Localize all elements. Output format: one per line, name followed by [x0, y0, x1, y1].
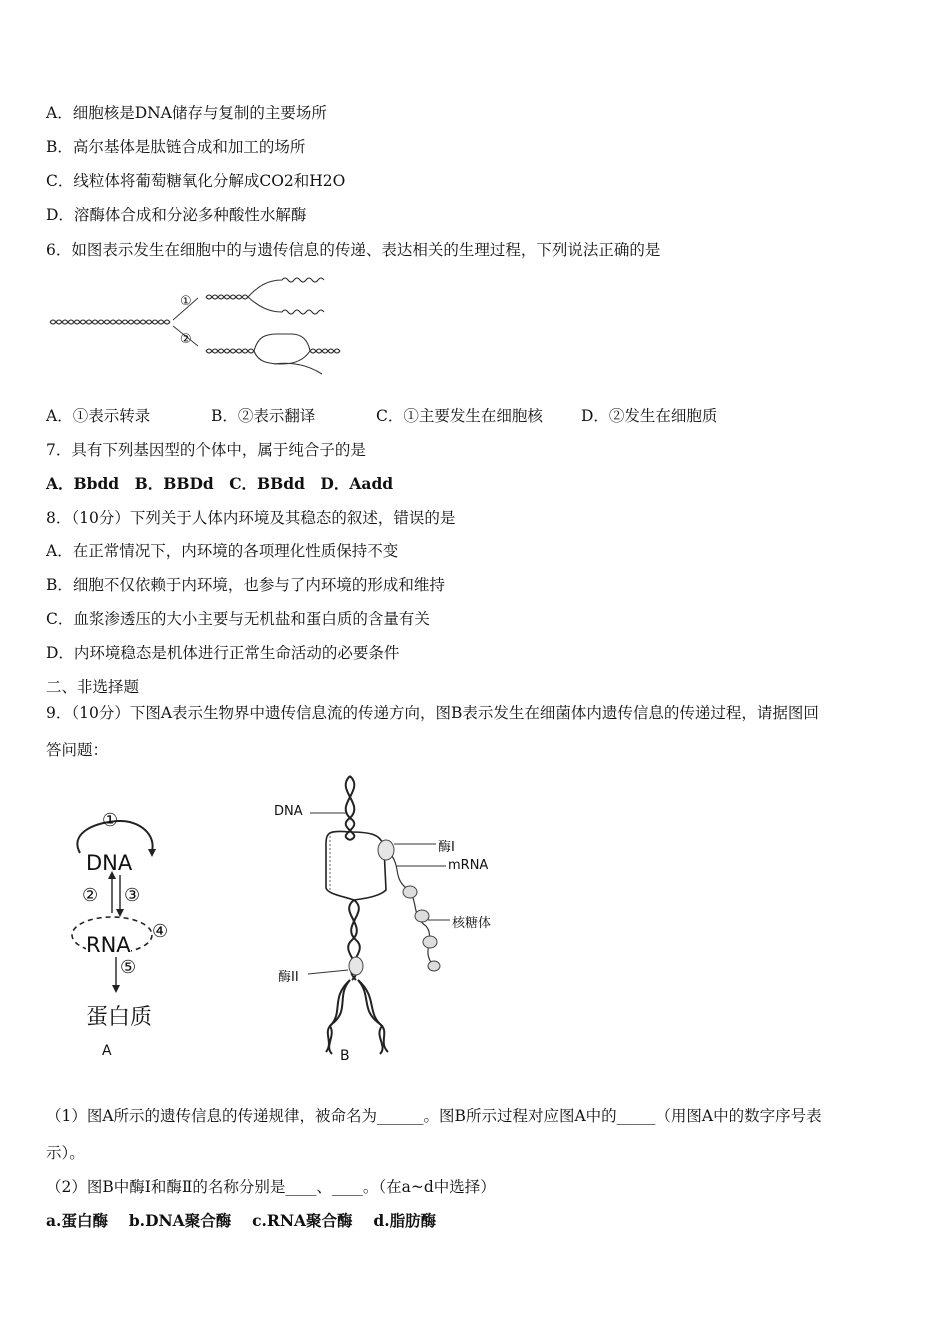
q6-option-a: A．①表示转录 [46, 407, 151, 425]
q9-choices: a.蛋白酶 b.DNA聚合酶 c.RNA聚合酶 d.脂肪酶 [46, 1211, 437, 1230]
q8-stem: 8．（10分）下列关于人体内环境及其稳态的叙述，错误的是 [46, 509, 456, 527]
q8-option-b: B．细胞不仅依赖于内环境，也参与了内环境的形成和维持 [46, 576, 445, 594]
fig-a-dna: DNA [86, 851, 133, 875]
fig-a-num4: ④ [152, 921, 169, 942]
q6-option-d: D．②发生在细胞质 [581, 407, 718, 425]
fig6-label-1: ① [180, 294, 192, 309]
q8-option-d: D．内环境稳态是机体进行正常生命活动的必要条件 [46, 644, 400, 662]
q8-option-a: A．在正常情况下，内环境的各项理化性质保持不变 [46, 542, 399, 560]
q6-option-c: C．①主要发生在细胞核 [376, 407, 543, 425]
q6-option-b: B．②表示翻译 [211, 407, 316, 425]
fig-b-ribosome-label: 核糖体 [452, 916, 492, 931]
q9-sub1-line1: （1）图A所示的遗传信息的传递规律，被命名为______。图B所示过程对应图A中的_____（用图A中的数字序号表 [46, 1107, 822, 1125]
fig-a-num5: ⑤ [120, 957, 137, 978]
q5-option-b: B．高尔基体是肽链合成和加工的场所 [46, 138, 306, 156]
q9-stem-line1: 9．（10分）下图A表示生物界中遗传信息流的传递方向，图B表示发生在细菌体内遗传信息的传递过程，请据图回 [46, 704, 819, 722]
q6-figure [46, 268, 346, 380]
fig-b-enzyme2-label: 酶II [278, 970, 299, 985]
fig-b-mrna-label: mRNA [448, 858, 489, 873]
q7-stem: 7．具有下列基因型的个体中，属于纯合子的是 [46, 441, 366, 459]
figure-b [270, 770, 510, 1070]
q8-option-c: C．血浆渗透压的大小主要与无机盐和蛋白质的含量有关 [46, 610, 430, 628]
fig-a-protein: 蛋白质 [86, 1005, 153, 1030]
q5-option-c: C．线粒体将葡萄糖氧化分解成CO2和H2O [46, 172, 346, 190]
fig-b-caption: B [340, 1048, 350, 1064]
fig-b-dna-label: DNA [274, 804, 303, 819]
q5-option-d: D．溶酶体合成和分泌多种酸性水解酶 [46, 206, 307, 224]
fig-a-num1: ① [102, 810, 119, 831]
q9-sub2: （2）图B中酶Ⅰ和酶Ⅱ的名称分别是____、____。（在a~d中选择） [46, 1178, 496, 1196]
section-heading: 二、非选择题 [46, 678, 140, 696]
figure-a [60, 805, 210, 1065]
fig-a-rna: RNA [86, 933, 131, 957]
fig-b-enzyme1-label: 酶I [438, 840, 455, 855]
fig-a-num2: ② [82, 885, 99, 906]
fig6-label-2: ② [180, 332, 192, 347]
q9-sub1-line2: 示）。 [46, 1144, 85, 1162]
q6-options [46, 406, 717, 426]
fig-a-num3: ③ [124, 885, 141, 906]
fig-a-caption: A [102, 1043, 112, 1059]
q6-stem: 6．如图表示发生在细胞中的与遗传信息的传递、表达相关的生理过程，下列说法正确的是 [46, 241, 661, 259]
q5-option-a: A．细胞核是DNA储存与复制的主要场所 [46, 104, 327, 122]
q9-stem-line2: 答问题： [46, 741, 109, 759]
q7-options: A．Bbdd B．BBDd C．BBdd D．Aadd [46, 474, 394, 493]
